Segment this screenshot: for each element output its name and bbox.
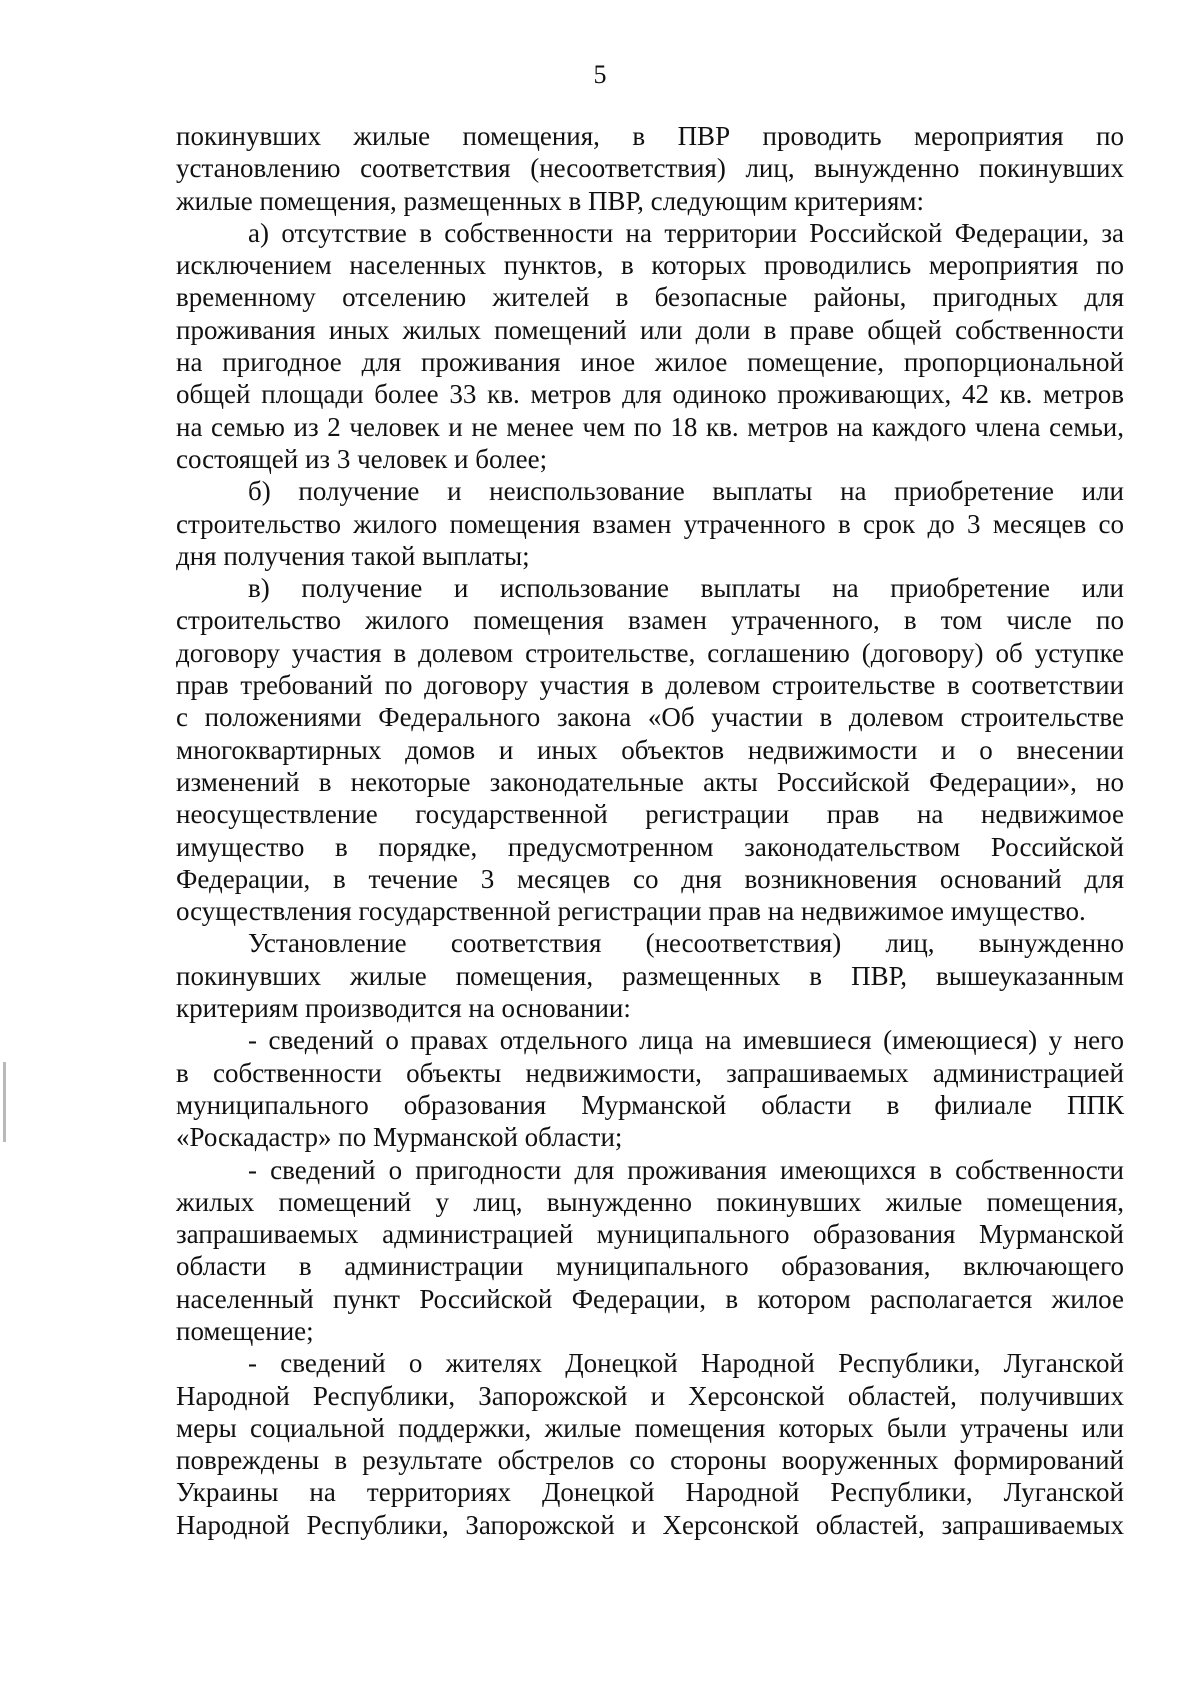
text-line: многоквартирных домов и иных объектов недвижимости и о внесении <box>176 734 1124 765</box>
paragraph <box>176 217 1124 475</box>
text-line: в собственности объекты недвижимости, запрашиваемых администрацией <box>176 1057 1124 1088</box>
text-line: исключением населенных пунктов, в которых проводились мероприятия по <box>176 250 1124 281</box>
text-line: строительство жилого помещения взамен утраченного в срок до 3 месяцев со <box>176 508 1124 539</box>
text-line: установлению соответствия (несоответствия) лиц, вынужденно покинувших <box>176 153 1124 184</box>
text-line: повреждены в результате обстрелов со стороны вооруженных формирований <box>176 1445 1124 1476</box>
text-line: общей площади более 33 кв. метров для одиноко проживающих, 42 кв. метров <box>176 379 1124 410</box>
text-line: покинувших жилые помещения, в ПВР проводить мероприятия по <box>176 121 1124 151</box>
text-line: - сведений о правах отдельного лица на имевшиеся (имеющиеся) у него <box>248 1025 1124 1056</box>
text-line: Украины на территориях Донецкой Народной Республики, Луганской <box>176 1477 1124 1508</box>
text-line: жилых помещений у лиц, вынужденно покинувших жилые помещения, <box>176 1186 1124 1217</box>
text-line: прав требований по договору участия в долевом строительстве в соответствии <box>176 670 1124 701</box>
text-line: Народной Республики, Запорожской и Херсонской областей, получивших <box>176 1380 1124 1411</box>
text-line: с положениями Федерального закона «Об участии в долевом строительстве <box>176 702 1124 733</box>
text-line: муниципального образования Мурманской области в филиале ППК <box>176 1089 1124 1120</box>
text-line: Федерации, в течение 3 месяцев со дня возникновения оснований для <box>176 863 1124 894</box>
text-line: - сведений о пригодности для проживания имеющихся в собственности <box>248 1154 1124 1185</box>
text-line: строительство жилого помещения взамен утраченного, в том числе по <box>176 605 1124 636</box>
text-line: состоящей из 3 человек и более; <box>176 443 548 474</box>
text-line: покинувших жилые помещения, размещенных в ПВР, вышеуказанным <box>176 960 1124 991</box>
text-line: в) получение и использование выплаты на приобретение или <box>248 573 1124 604</box>
paragraph <box>176 1347 1124 1541</box>
text-line: дня получения такой выплаты; <box>176 540 530 571</box>
text-line: помещение; <box>176 1315 314 1346</box>
paragraph <box>176 475 1124 572</box>
text-line: критериям производится на основании: <box>176 993 631 1024</box>
text-line: населенный пункт Российской Федерации, в котором располагается жилое <box>176 1283 1124 1314</box>
paragraph <box>176 927 1124 1024</box>
text-line: области в администрации муниципального образования, включающего <box>176 1251 1124 1282</box>
text-line: неосуществление государственной регистрации прав на недвижимое <box>176 799 1124 830</box>
text-line: на семью из 2 человек и не менее чем по 18 кв. метров на каждого члена семьи, <box>176 411 1124 442</box>
text-line: временному отселению жителей в безопасные районы, пригодных для <box>176 282 1124 313</box>
text-line: б) получение и неиспользование выплаты на приобретение или <box>248 476 1124 507</box>
text-line: жилые помещения, размещенных в ПВР, следующим критериям: <box>176 185 924 216</box>
text-line: а) отсутствие в собственности на территории Российской Федерации, за <box>248 217 1124 248</box>
text-line: изменений в некоторые законодательные акты Российской Федерации», но <box>176 766 1124 797</box>
text-line: договору участия в долевом строительстве, соглашению (договору) об уступке <box>176 637 1124 668</box>
text-line: на пригодное для проживания иное жилое помещение, пропорциональной <box>176 347 1124 378</box>
text-line: имущество в порядке, предусмотренном законодательством Российской <box>176 831 1124 862</box>
text-line: меры социальной поддержки, жилые помещения которых были утрачены или <box>176 1412 1124 1443</box>
scan-margin-mark <box>3 1062 6 1142</box>
text-line: «Роскадастр» по Мурманской области; <box>176 1122 623 1153</box>
paragraph <box>176 120 1124 217</box>
text-line: - сведений о жителях Донецкой Народной Республики, Луганской <box>248 1348 1124 1379</box>
text-line: проживания иных жилых помещений или доли в праве общей собственности <box>176 314 1124 345</box>
paragraph <box>176 572 1124 927</box>
paragraph <box>176 1024 1124 1153</box>
paragraph <box>176 1154 1124 1348</box>
text-line: запрашиваемых администрацией муниципального образования Мурманской <box>176 1219 1124 1250</box>
page-number: 5 <box>593 60 607 89</box>
text-line: Установление соответствия (несоответствия) лиц, вынужденно <box>248 928 1124 959</box>
document-body <box>176 120 1124 1541</box>
text-line: Народной Республики, Запорожской и Херсонской областей, запрашиваемых <box>176 1509 1124 1540</box>
text-line: осуществления государственной регистрации прав на недвижимое имущество. <box>176 896 1086 927</box>
